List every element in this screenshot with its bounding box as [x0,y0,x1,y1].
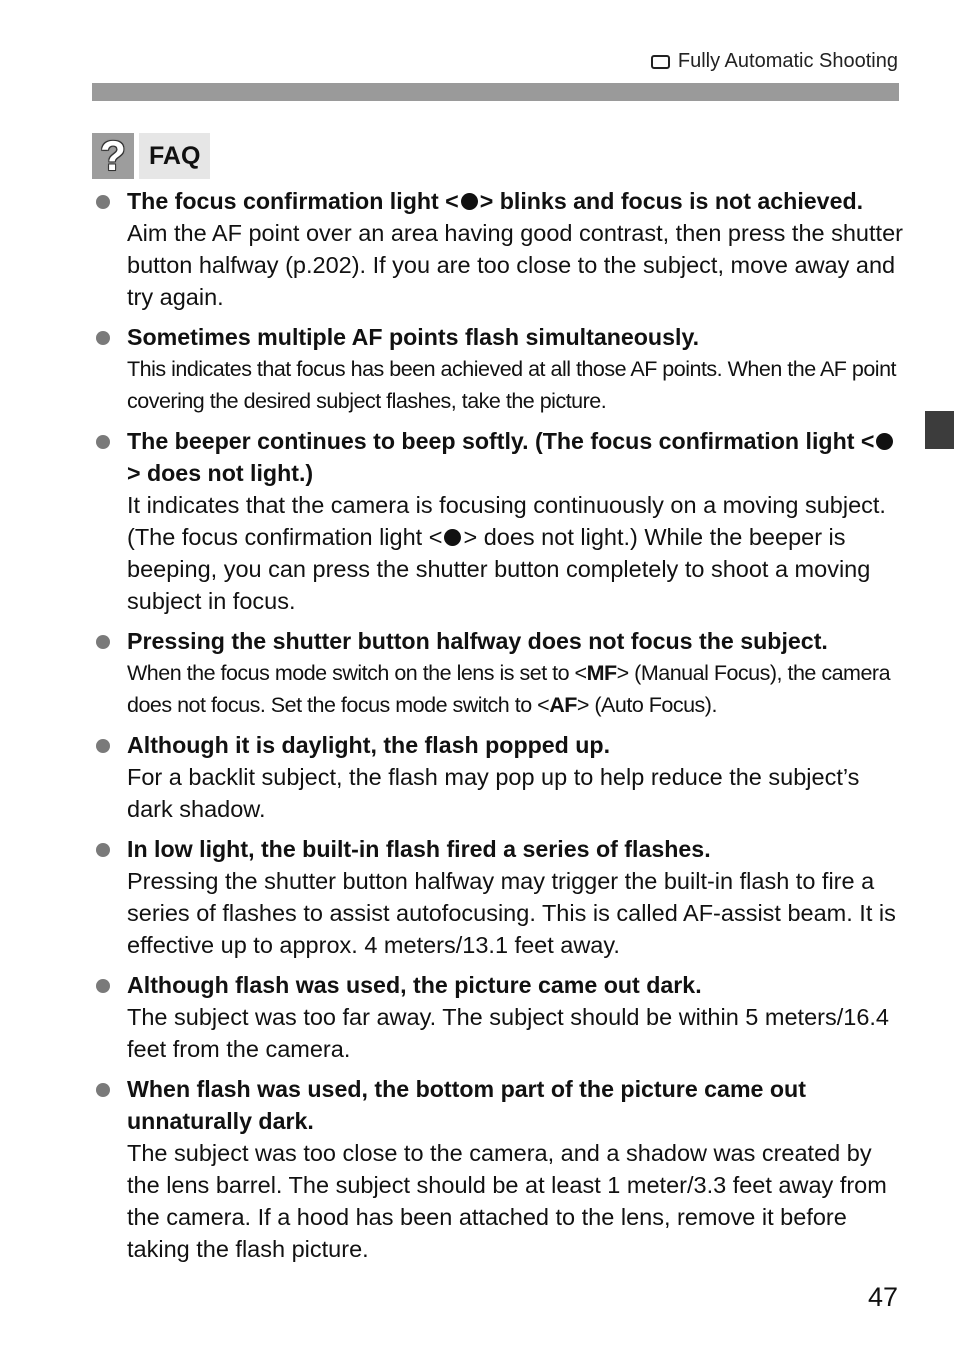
faq-question: Pressing the shutter button halfway does not focus the subject. [127,628,828,654]
faq-item [95,1073,905,1265]
faq-question: Although flash was used, the picture came out dark. [127,972,702,998]
bullet-icon [96,979,110,993]
faq-item [95,969,905,1065]
faq-item [95,729,905,825]
faq-answer: For a backlit subject, the flash may pop up to help reduce the subject’s dark shadow. [127,764,860,822]
faq-item [95,321,905,417]
header-title: Fully Automatic Shooting [677,50,898,72]
header-rule [92,83,899,101]
faq-question: When flash was used, the bottom part of the picture came out unnaturally dark. [127,1076,806,1134]
faq-answer: When the focus mode switch on the lens is set to <MF> (Manual Focus), the camera does not focus. Set the focus mode switch to <AF> (Auto Focus). [127,661,891,717]
camera-mode-rect-icon [651,55,670,69]
faq-item [95,625,905,721]
bullet-icon [96,195,110,209]
focus-confirmation-dot-icon [876,433,893,450]
faq-question: The focus confirmation light < > blinks and focus is not achieved. [127,188,864,214]
faq-answer: This indicates that focus has been achieved at all those AF points. When the AF point covering the desired subject flashes, take the picture. [127,357,897,413]
running-header [651,50,898,73]
faq-heading [92,133,210,179]
faq-answer: The subject was too close to the camera, and a shadow was created by the lens barrel. The subject should be at least 1 meter/3.3 feet away from the camera. If a hood has been attached to the lens, remove it before taking the flash picture. [127,1140,887,1262]
bullet-icon [96,635,110,649]
faq-question: Sometimes multiple AF points flash simultaneously. [127,324,700,350]
faq-item [95,833,905,961]
bullet-icon [96,331,110,345]
faq-answer: Aim the AF point over an area having good contrast, then press the shutter button halfway (p.202). If you are too close to the subject, move away and try again. [127,220,903,310]
bullet-icon [96,1083,110,1097]
focus-confirmation-dot-icon [461,193,478,210]
faq-question: In low light, the built-in flash fired a series of flashes. [127,836,711,862]
chapter-tab-marker [925,411,954,449]
faq-answer: It indicates that the camera is focusing continuously on a moving subject. (The focus confirmation light < > does not light.) While the beeper is beeping, you can press the shutter button completely to shoot a moving subject in focus. [127,492,886,614]
bullet-icon [96,435,110,449]
page-number: 47 [867,1282,898,1312]
bullet-icon [96,739,110,753]
question-mark-icon: ? [92,133,134,179]
faq-list [95,185,905,1273]
faq-answer: The subject was too far away. The subject should be within 5 meters/16.4 feet from the camera. [127,1004,889,1062]
faq-question: The beeper continues to beep softly. (The focus confirmation light <> does not light.) [127,425,905,489]
faq-label: FAQ [139,133,210,179]
faq-item [95,185,905,313]
faq-item [95,425,905,617]
faq-answer: Pressing the shutter button halfway may trigger the built-in flash to fire a series of flashes to assist autofocusing. This is called AF-assist beam. It is effective up to approx. 4 meters/13.1 feet away. [127,868,896,958]
bullet-icon [96,843,110,857]
focus-confirmation-dot-icon [444,529,461,546]
faq-question: Although it is daylight, the flash popped up. [127,732,611,758]
